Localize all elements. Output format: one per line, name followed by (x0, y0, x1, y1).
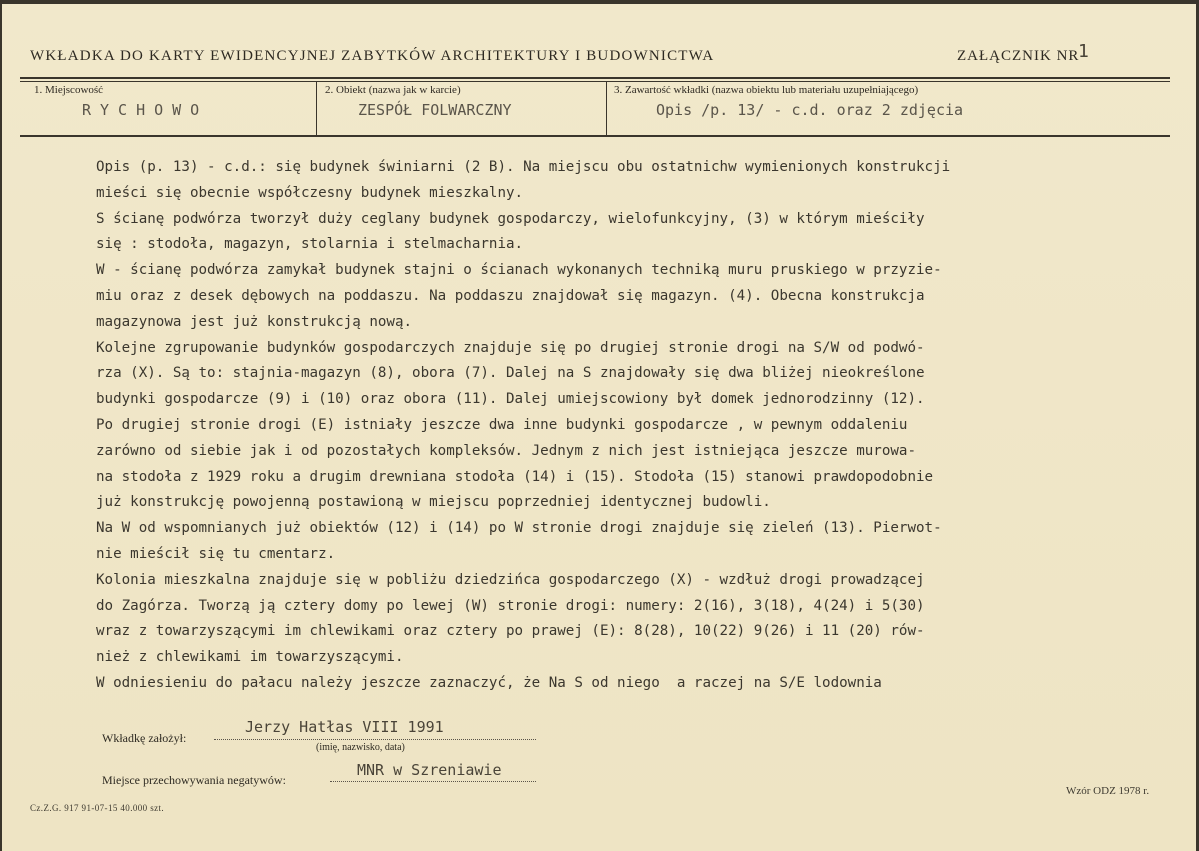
field-divider-2 (606, 81, 607, 136)
negatives-value: MNR w Szreniawie (357, 761, 502, 779)
locality-value: RYCHOWO (82, 101, 209, 119)
description-text (96, 155, 1156, 697)
text-line: mieści się obecnie współczesny budynek mieszkalny. (96, 184, 524, 201)
text-line: Na W od wspomnianych już obiektów (12) i (14) po W stronie drogi znajduje się zieleń (13). Pierwot- (96, 520, 942, 537)
text-line: budynki gospodarcze (9) i (10) oraz obora (11). Dalej umiejscowiony był domek jednorodzinny (12). (96, 391, 925, 408)
print-code: Cz.Z.G. 917 91-07-15 40.000 szt. (30, 803, 165, 813)
form-title: WKŁADKA DO KARTY EWIDENCYJNEJ ZABYTKÓW ARCHITEKTURY I BUDOWNICTWA (30, 48, 715, 64)
text-line: na stodoła z 1929 roku a drugim drewniana stodoła (14) i (15). Stodoła (15) stanowi prawdopodobnie (96, 468, 934, 485)
text-line: nież z chlewikami im towarzyszącymi. (96, 649, 404, 666)
form-code: Wzór ODZ 1978 r. (1066, 785, 1150, 797)
text-line: do Zagórza. Tworzą ją cztery domy po lewej (W) stronie drogi: numery: 2(16), 3(18), 4(24) i 5(30) (96, 597, 925, 614)
text-line: Kolejne zgrupowanie budynków gospodarczych znajduje się po drugiej stronie drogi na S/W od podwó- (96, 339, 925, 356)
object-label: 2. Obiekt (nazwa jak w karcie) (325, 84, 461, 96)
negatives-label: Miejsce przechowywania negatywów: (102, 773, 286, 787)
fields-bottom-rule (20, 135, 1170, 137)
annex-label: ZAŁĄCZNIK NR (957, 48, 1080, 64)
card-edge-left (0, 0, 2, 851)
field-divider-1 (316, 81, 317, 136)
content-value: Opis /p. 13/ - c.d. oraz 2 zdjęcia (656, 101, 964, 119)
text-line: miu oraz z desek dębowych na poddaszu. Na poddaszu znajdował się magazyn. (4). Obecna konstrukcja (96, 287, 925, 304)
locality-label: 1. Miejscowość (34, 84, 104, 96)
created-by-hint: (imię, nazwisko, data) (316, 742, 405, 753)
text-line: Opis (p. 13) - c.d.: się budynek świniarni (2 B). Na miejscu obu ostatnichw wymienionych konstrukcji (96, 159, 951, 175)
text-line: wraz z towarzyszącymi im chlewikami oraz cztery po prawej (E): 8(28), 10(22) 9(26) i 11 (20) rów- (96, 623, 925, 640)
annex-number: 1 (1078, 41, 1089, 62)
negatives-dotted-line (330, 781, 536, 782)
object-value: ZESPÓŁ FOLWARCZNY (358, 101, 512, 119)
card-edge-top (0, 0, 1199, 4)
text-line: rza (X). Są to: stajnia-magazyn (8), obora (7). Dalej na S znajdowały się dwa bliżej nieokreślone (96, 365, 925, 382)
header-rule-thick (20, 77, 1170, 79)
text-line: zarówno od siebie jak i od pozostałych kompleksów. Jednym z nich jest istniejąca jeszcze murowa- (96, 442, 916, 459)
text-line: już konstrukcję powojenną postawioną w miejscu poprzedniej identycznej budowli. (96, 494, 771, 511)
text-line: nie mieścił się tu cmentarz. (96, 545, 336, 562)
text-line: się : stodoła, magazyn, stolarnia i stelmacharnia. (96, 236, 524, 253)
text-line: Po drugiej stronie drogi (E) istniały jeszcze dwa inne budynki gospodarcze , w pewnym oddaleniu (96, 416, 908, 433)
created-by-value: Jerzy Hatłas VIII 1991 (245, 718, 444, 736)
text-line: magazynowa jest już konstrukcją nową. (96, 313, 413, 330)
text-line: W odniesieniu do pałacu należy jeszcze zaznaczyć, że Na S od niego a raczej na S/E lodownia (96, 674, 882, 691)
content-label: 3. Zawartość wkładki (nazwa obiektu lub materiału uzupełniającego) (614, 84, 919, 96)
created-by-dotted-line (214, 739, 536, 740)
header-rule-thin (20, 81, 1170, 82)
text-line: W - ścianę podwórza zamykał budynek stajni o ścianach wykonanych techniką muru pruskiego w przyzie- (96, 262, 942, 279)
created-by-label: Wkładkę założył: (102, 731, 187, 745)
text-line: S ścianę podwórza tworzył duży ceglany budynek gospodarczy, wielofunkcyjny, (3) w którym mieściły (96, 210, 925, 227)
text-line: Kolonia mieszkalna znajduje się w pobliżu dziedzińca gospodarczego (X) - wzdłuż drogi prowadzącej (96, 571, 925, 588)
